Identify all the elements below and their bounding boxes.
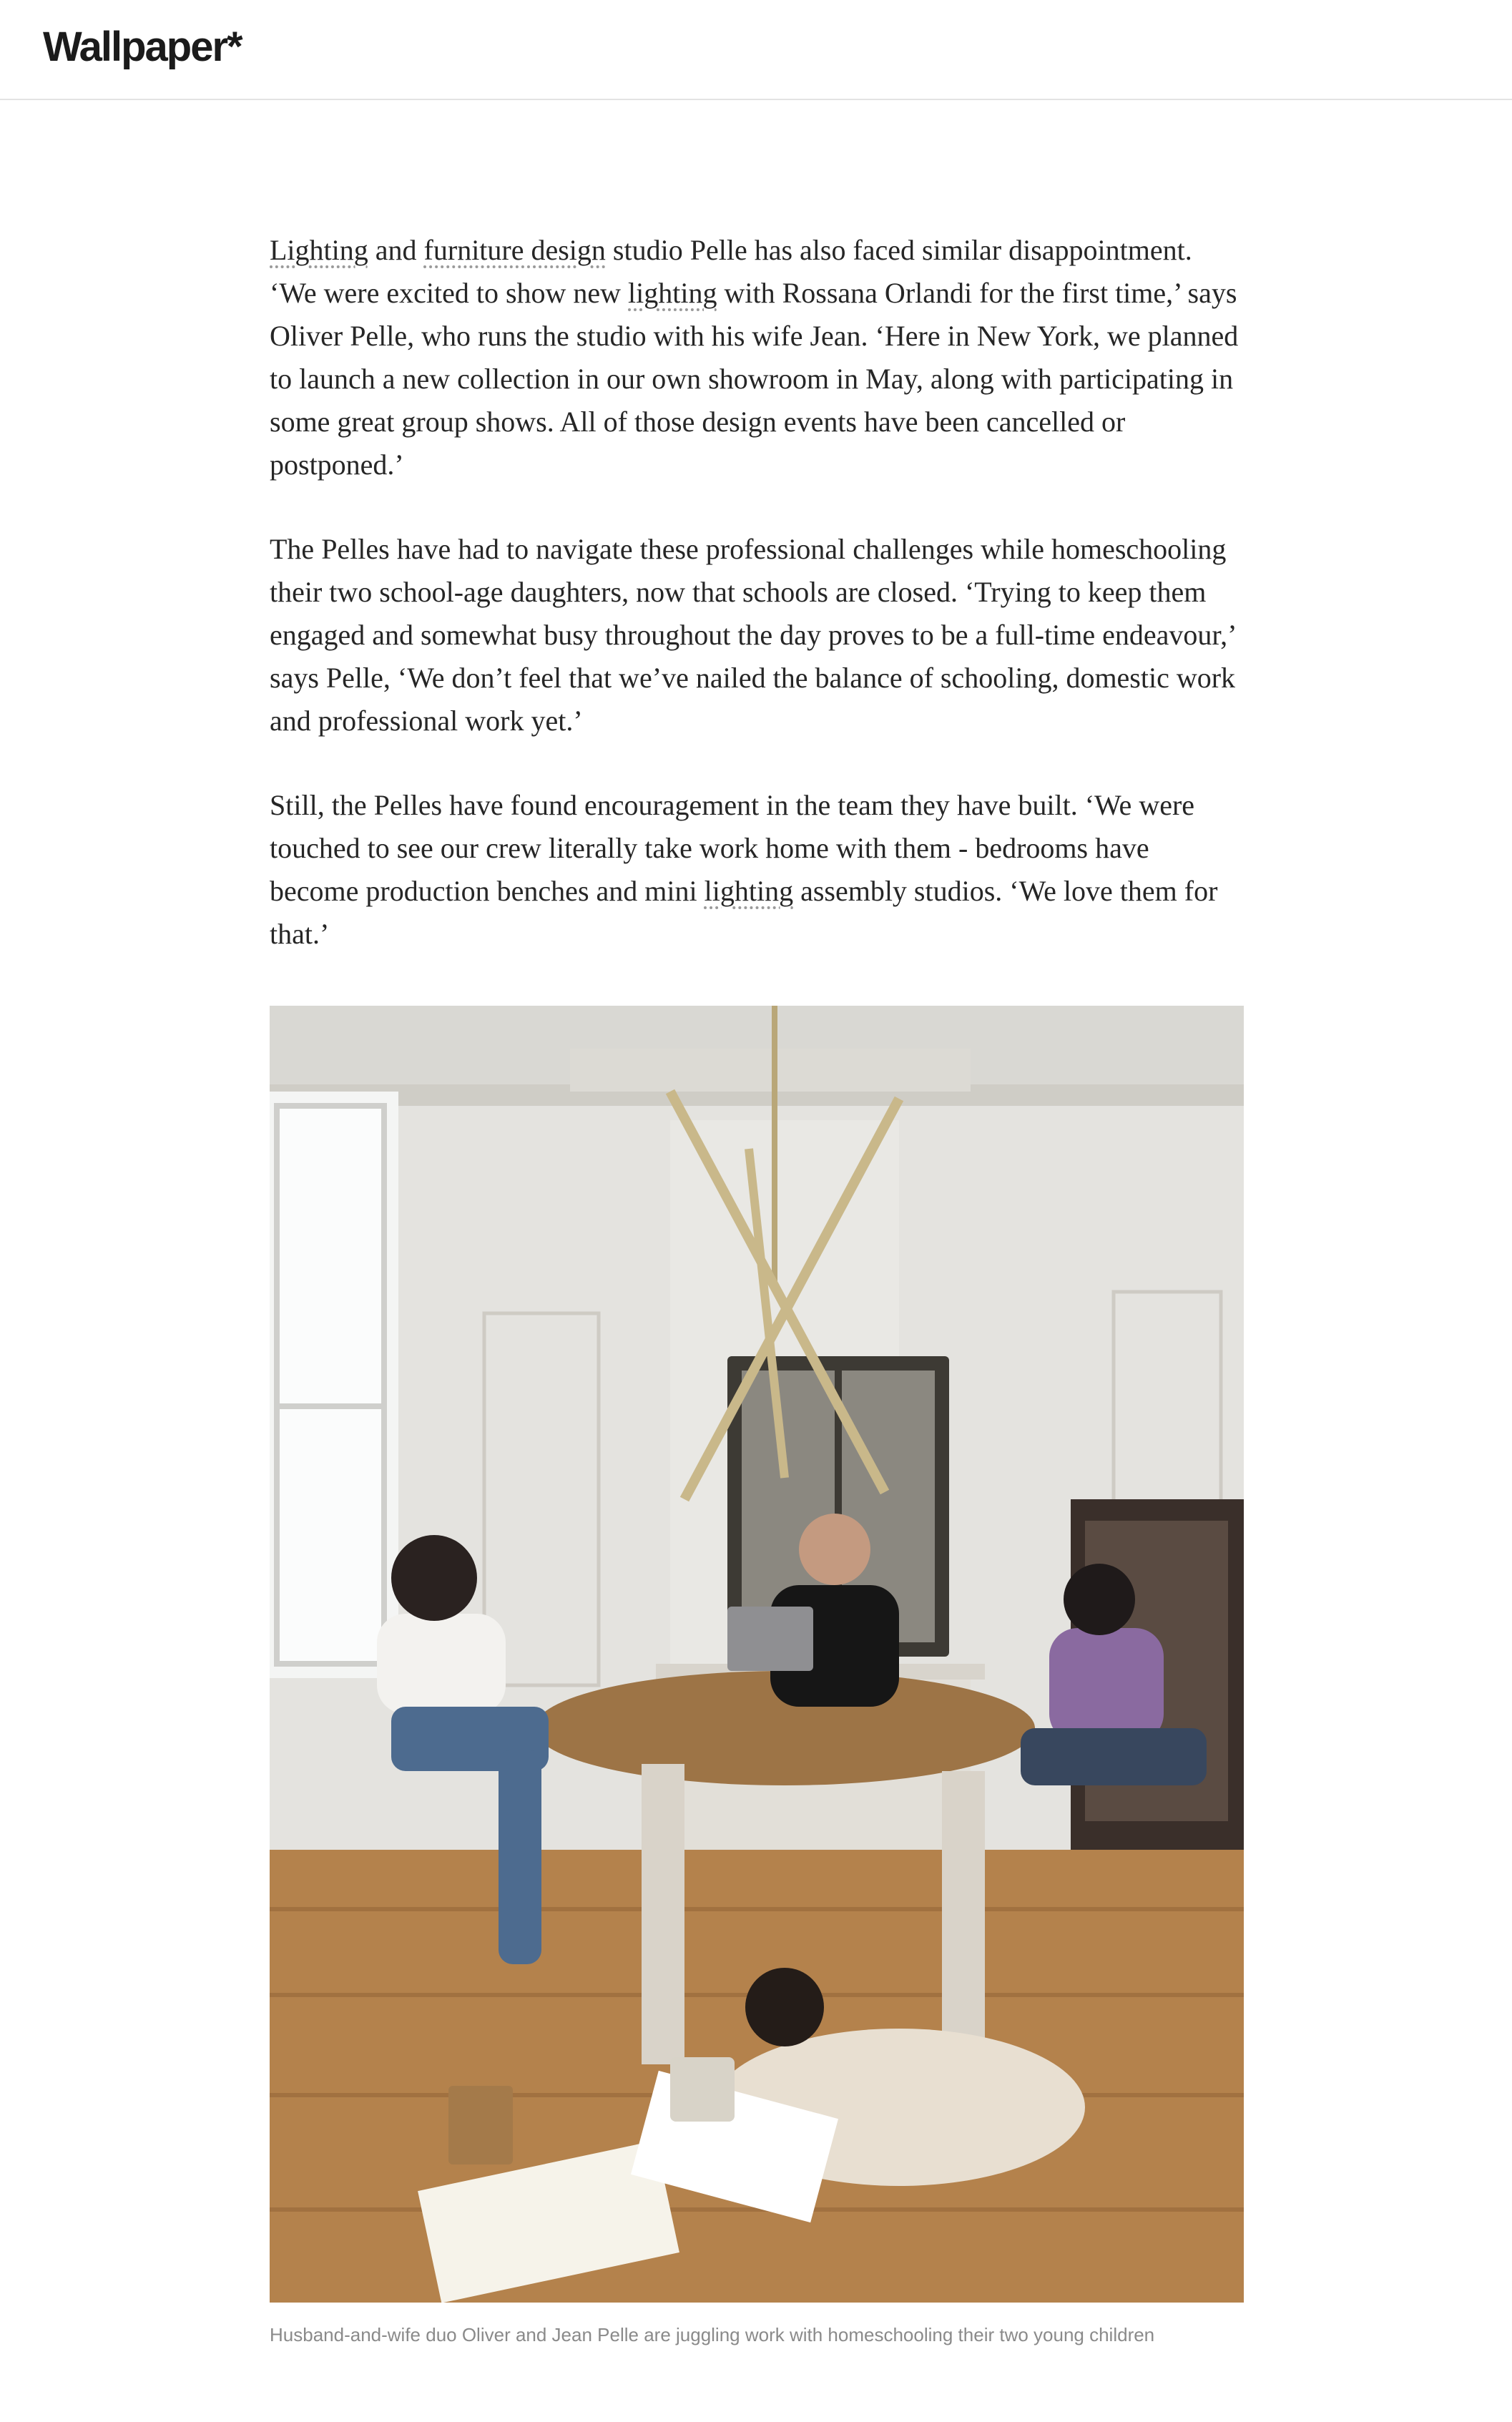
- lighting-link[interactable]: lighting: [628, 277, 717, 309]
- furniture-design-link[interactable]: furniture design: [423, 234, 606, 266]
- paragraph-text: with Rossana Orlandi for the first time,’ says Oliver Pelle, who runs the studio with his wife Jean. ‘Here in New York, we planned to launch a new collection in our own showroom in May, along with participating in some great group shows. All of those design events have been cancelled or postponed.’: [270, 277, 1239, 481]
- article-paragraph-1: [270, 229, 1244, 486]
- paragraph-text: studio Pelle has also faced similar disappointment. ‘We were excited to show new: [270, 234, 1192, 309]
- lighting-link[interactable]: lighting: [704, 875, 794, 907]
- paragraph-text: assembly studios. ‘We love them for that.’: [270, 875, 1218, 950]
- site-header: [0, 0, 1512, 100]
- paragraph-text: and: [368, 234, 424, 266]
- lighting-link[interactable]: Lighting: [270, 234, 368, 266]
- article-photo: [270, 1006, 1244, 2303]
- photo-caption: Husband-and-wife duo Oliver and Jean Pelle are juggling work with homeschooling their two young children: [270, 2324, 1155, 2345]
- wallpaper-logo[interactable]: Wallpaper*: [43, 24, 242, 70]
- family-at-table-photo: [270, 1006, 1244, 2303]
- article-body: [270, 229, 1244, 997]
- article-paragraph-2: The Pelles have had to navigate these professional challenges while homeschooling their two school-age daughters, now that schools are closed. ‘Trying to keep them engaged and somewhat busy throughout the day proves to be a full-time endeavour,’ says Pelle, ‘We don’t feel that we’ve nailed the balance of schooling, domestic work and professional work yet.’: [270, 533, 1236, 737]
- article-paragraph-3: [270, 784, 1244, 956]
- paragraph-text: Still, the Pelles have found encouragement in the team they have built. ‘We were touched to see our crew literally take work home with them - bedrooms have become production benches and mini: [270, 789, 1195, 907]
